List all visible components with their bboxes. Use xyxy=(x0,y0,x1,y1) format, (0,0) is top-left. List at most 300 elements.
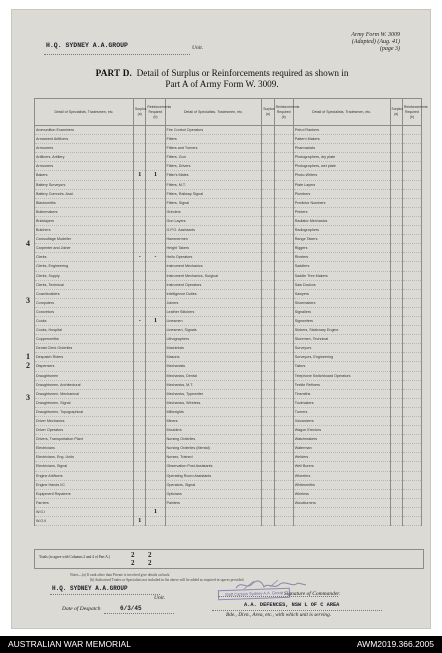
table-row xyxy=(35,453,422,462)
reinforcement-cell xyxy=(274,417,293,426)
specialist-name: Mechanists xyxy=(165,362,262,371)
surplus-cell xyxy=(262,335,274,344)
specialist-name: Miners xyxy=(165,417,262,426)
table-row xyxy=(35,153,422,162)
specialist-name: Operators, Signal xyxy=(165,480,262,489)
specialist-name xyxy=(293,507,390,516)
reinforcement-cell xyxy=(402,189,421,198)
margin-mark-cooks: 3 xyxy=(26,296,30,305)
specialist-name: Electricians, Eng. Units xyxy=(35,453,134,462)
table-row xyxy=(35,417,422,426)
unit-label: Unit. xyxy=(192,45,204,51)
form-reference xyxy=(351,32,400,53)
reinforcement-cell xyxy=(402,371,421,380)
reinforcement-cell xyxy=(402,162,421,171)
surplus-cell xyxy=(390,380,402,389)
reinforcement-cell xyxy=(146,280,165,289)
surplus-cell xyxy=(134,180,146,189)
specialist-name: Mechanics, Dental xyxy=(165,371,262,380)
reinforcement-cell xyxy=(402,271,421,280)
reinforcement-cell xyxy=(274,198,293,207)
surplus-cell xyxy=(390,135,402,144)
specialist-name: Range Takers xyxy=(293,235,390,244)
specialist-name: W.O.I xyxy=(35,507,134,516)
specialist-name: Blacksmiths xyxy=(35,198,134,207)
surplus-cell xyxy=(134,426,146,435)
specialist-name: Masons xyxy=(165,353,262,362)
reinforcement-cell xyxy=(402,489,421,498)
surplus-cell xyxy=(262,298,274,307)
specialist-name: Helio Operators xyxy=(165,253,262,262)
reinforcement-cell xyxy=(146,153,165,162)
specialist-name: Electricians, Signal xyxy=(35,462,134,471)
specialist-name: Whitesmiths xyxy=(293,480,390,489)
surplus-cell xyxy=(390,389,402,398)
surplus-cell xyxy=(134,417,146,426)
reinforcement-cell xyxy=(274,480,293,489)
col-header-reinforcements: Reinforcements Required (b) xyxy=(402,99,421,126)
table-row xyxy=(35,426,422,435)
surplus-cell xyxy=(390,480,402,489)
table-row xyxy=(35,280,422,289)
surplus-cell xyxy=(390,444,402,453)
footer-unit-name: H.Q. SYDNEY A.A.GROUP xyxy=(52,585,128,592)
totals-surplus-2: 2 xyxy=(131,559,135,567)
col-header-specialists: Detail of Specialists, Tradesmen, etc. xyxy=(35,99,134,126)
reinforcement-cell xyxy=(274,135,293,144)
reinforcement-cell xyxy=(274,462,293,471)
specialist-name: Linesmen, Signals xyxy=(165,326,262,335)
surplus-cell xyxy=(262,517,274,526)
margin-mark-draughtsmen-b: 2 xyxy=(26,361,30,370)
surplus-cell xyxy=(262,489,274,498)
reinforcement-cell xyxy=(274,517,293,526)
specialist-name: Driver Mechanics xyxy=(35,417,134,426)
reinforcement-cell xyxy=(274,207,293,216)
specialist-name: Carpenter and Joiner xyxy=(35,244,134,253)
reinforcement-cell xyxy=(146,135,165,144)
title-line-1: Detail of Surplus or Reinforcements required as shown in xyxy=(136,68,349,78)
reinforcement-cell xyxy=(274,271,293,280)
reinforcement-cell xyxy=(274,371,293,380)
surplus-cell xyxy=(262,426,274,435)
reinforcement-cell xyxy=(146,498,165,507)
reinforcement-cell xyxy=(274,326,293,335)
specialist-name: Saddle Tree Makers xyxy=(293,271,390,280)
reinforcement-cell xyxy=(402,289,421,298)
reinforcement-cell xyxy=(274,162,293,171)
specialist-name: Grinders xyxy=(165,207,262,216)
surplus-cell xyxy=(262,289,274,298)
specialist-name: Battery Comndrs. Asst. xyxy=(35,189,134,198)
reinforcement-cell xyxy=(146,335,165,344)
specialist-name: Cooks, Hospital xyxy=(35,326,134,335)
surplus-cell xyxy=(134,362,146,371)
surplus-cell xyxy=(390,435,402,444)
surplus-cell xyxy=(134,335,146,344)
specialist-name: Battery Surveyors xyxy=(35,180,134,189)
reinforcement-cell xyxy=(274,335,293,344)
surplus-cell xyxy=(262,216,274,225)
caption-right: AWM2019.366.2005 xyxy=(356,639,434,649)
form-ref-line-2: (Adapted) (Aug. 41) xyxy=(351,39,400,45)
specialist-name: Artificers, Artillery xyxy=(35,153,134,162)
table-row xyxy=(35,162,422,171)
specialist-name: Concretors xyxy=(35,307,134,316)
surplus-cell xyxy=(262,417,274,426)
specialist-name: Riveters xyxy=(293,253,390,262)
specialist-name: Instrument Mechanics, Surgical xyxy=(165,271,262,280)
reinforcement-cell xyxy=(402,298,421,307)
table-row xyxy=(35,444,422,453)
surplus-cell xyxy=(390,417,402,426)
surplus-cell xyxy=(134,280,146,289)
surplus-cell: - xyxy=(134,253,146,262)
surplus-cell xyxy=(262,471,274,480)
reinforcement-cell xyxy=(274,253,293,262)
specialist-name: Clerks, Technical xyxy=(35,280,134,289)
specialist-name: Opticians xyxy=(165,489,262,498)
specialist-name: Farriers xyxy=(35,498,134,507)
reinforcement-cell xyxy=(402,180,421,189)
reinforcement-cell xyxy=(146,462,165,471)
reinforcement-cell xyxy=(146,371,165,380)
table-row xyxy=(35,517,422,526)
reinforcement-cell xyxy=(402,426,421,435)
specialist-name: Dispensers xyxy=(35,362,134,371)
specialist-name: Intelligence Duties xyxy=(165,289,262,298)
specialist-name: Nursing Orderlies (Mental) xyxy=(165,444,262,453)
table-row xyxy=(35,271,422,280)
specialist-name: Armourers xyxy=(35,144,134,153)
table-row xyxy=(35,298,422,307)
reinforcement-cell xyxy=(146,517,165,526)
specialist-name: Pharmacists xyxy=(293,144,390,153)
surplus-cell xyxy=(134,498,146,507)
date-value: 6/3/45 xyxy=(120,605,142,612)
specialists-table xyxy=(34,98,428,526)
reinforcement-cell xyxy=(274,489,293,498)
specialist-name: Vulcanizers xyxy=(293,417,390,426)
surplus-cell xyxy=(134,289,146,298)
reinforcement-cell xyxy=(402,226,421,235)
surplus-cell xyxy=(262,144,274,153)
specialist-name: Cooks xyxy=(35,316,134,325)
reinforcement-cell xyxy=(402,517,421,526)
surplus-cell xyxy=(134,235,146,244)
specialist-name: Clerks, Supply xyxy=(35,271,134,280)
specialist-name: Plate Layers xyxy=(293,180,390,189)
form-paper xyxy=(12,10,430,628)
surplus-cell xyxy=(134,453,146,462)
surplus-cell xyxy=(262,189,274,198)
surplus-cell: - xyxy=(134,316,146,325)
surplus-cell xyxy=(390,207,402,216)
reinforcement-cell xyxy=(274,426,293,435)
reinforcement-cell: - xyxy=(146,253,165,262)
title-line-2: Part A of Army Form W. 3009. xyxy=(165,79,279,89)
specialist-name: Woodturners xyxy=(293,498,390,507)
reinforcement-cell xyxy=(274,380,293,389)
specialist-name: Stokers, Stationary Engine xyxy=(293,326,390,335)
specialist-name: Welders xyxy=(293,453,390,462)
part-label: PART D. xyxy=(95,68,133,78)
table-row xyxy=(35,216,422,225)
surplus-cell xyxy=(262,307,274,316)
specialist-name: Saw Doctors xyxy=(293,280,390,289)
table-row xyxy=(35,135,422,144)
reinforcement-cell xyxy=(402,244,421,253)
surplus-cell xyxy=(390,344,402,353)
surplus-cell xyxy=(390,171,402,180)
reinforcement-cell xyxy=(402,407,421,416)
reinforcement-cell xyxy=(402,307,421,316)
surplus-cell xyxy=(390,407,402,416)
surplus-cell xyxy=(262,507,274,516)
specialist-name: Machinists xyxy=(165,344,262,353)
reinforcement-cell xyxy=(146,489,165,498)
reinforcement-cell xyxy=(274,507,293,516)
reinforcement-cell xyxy=(146,180,165,189)
specialist-name: Nurses, Trained xyxy=(165,453,262,462)
specialist-name: Saddlers xyxy=(293,262,390,271)
reinforcement-cell xyxy=(146,344,165,353)
surplus-cell xyxy=(390,507,402,516)
reinforcement-cell xyxy=(402,471,421,480)
surplus-cell xyxy=(390,271,402,280)
table-row xyxy=(35,171,422,180)
surplus-cell xyxy=(262,380,274,389)
staff-captain-stamp: Staff Captain Sydney A.A. Group xyxy=(218,588,290,601)
reinforcement-cell xyxy=(146,126,165,135)
surplus-cell xyxy=(134,135,146,144)
table-row xyxy=(35,353,422,362)
caption-left: AUSTRALIAN WAR MEMORIAL xyxy=(8,639,131,649)
surplus-cell xyxy=(134,198,146,207)
reinforcement-cell xyxy=(274,262,293,271)
reinforcement-cell xyxy=(274,398,293,407)
surplus-cell xyxy=(134,353,146,362)
surplus-cell xyxy=(390,307,402,316)
specialist-name: Equipment Repairers xyxy=(35,489,134,498)
surplus-cell xyxy=(262,480,274,489)
surplus-cell xyxy=(134,489,146,498)
form-title xyxy=(52,68,392,90)
specialist-name: Draughtsmen, Topographical xyxy=(35,407,134,416)
surplus-cell xyxy=(134,389,146,398)
specialist-name: Fitter's Mates xyxy=(165,171,262,180)
reinforcement-cell xyxy=(274,244,293,253)
table-row xyxy=(35,435,422,444)
specialist-name: Fitters, Drivers xyxy=(165,162,262,171)
specialist-name: Clerks, Engineering xyxy=(35,262,134,271)
reinforcement-cell xyxy=(402,507,421,516)
table-body xyxy=(35,126,422,526)
reinforcement-cell xyxy=(274,280,293,289)
specialist-name: Wheelers xyxy=(293,471,390,480)
reinforcement-cell xyxy=(402,171,421,180)
col-header-reinforcements: Reinforcements Required (b) xyxy=(274,99,293,126)
surplus-cell xyxy=(262,498,274,507)
totals-reinforcements: 2 xyxy=(148,551,152,559)
table-row xyxy=(35,126,422,135)
reinforcement-cell xyxy=(274,444,293,453)
reinforcement-cell xyxy=(402,380,421,389)
table-row xyxy=(35,144,422,153)
form-ref-line-3: (page 3) xyxy=(379,46,400,52)
surplus-cell xyxy=(262,371,274,380)
totals-label: Totals (to agree with Columns 2 and 4 of Part A.) xyxy=(39,555,110,559)
surplus-cell xyxy=(390,162,402,171)
specialist-name: Armourers xyxy=(35,162,134,171)
specialist-name: Mechanics, M.T. xyxy=(165,380,262,389)
table-header-row xyxy=(35,99,422,126)
surplus-cell xyxy=(134,371,146,380)
reinforcement-cell xyxy=(402,417,421,426)
specialist-name: Telephone Switchboard Operators xyxy=(293,371,390,380)
specialist-name xyxy=(165,507,262,516)
specialist-name: Instrument Mechanics xyxy=(165,262,262,271)
specialist-name: Electricians xyxy=(35,444,134,453)
specialist-name: Tailors xyxy=(293,362,390,371)
specialist-name: Camouflage Modeller xyxy=(35,235,134,244)
reinforcement-cell xyxy=(274,189,293,198)
reinforcement-cell xyxy=(402,326,421,335)
footer-unit-underline xyxy=(50,594,160,595)
reinforcement-cell xyxy=(146,162,165,171)
surplus-cell xyxy=(390,398,402,407)
reinforcement-cell xyxy=(402,316,421,325)
table-row xyxy=(35,462,422,471)
reinforcement-cell xyxy=(146,480,165,489)
specialist-name: Millwrights xyxy=(165,407,262,416)
table-row xyxy=(35,289,422,298)
reinforcement-cell xyxy=(274,307,293,316)
specialist-name: Surveyors, Engineering xyxy=(293,353,390,362)
surplus-cell xyxy=(262,244,274,253)
surplus-cell xyxy=(262,344,274,353)
reinforcement-cell xyxy=(402,498,421,507)
surplus-cell xyxy=(134,380,146,389)
specialist-name: Gun Layers xyxy=(165,216,262,225)
specialist-name: Joiners xyxy=(165,298,262,307)
specialist-name: Surveyors xyxy=(293,344,390,353)
surplus-cell xyxy=(390,362,402,371)
reinforcement-cell xyxy=(274,389,293,398)
specialist-name: Coppersmiths xyxy=(35,335,134,344)
reinforcement-cell xyxy=(146,298,165,307)
reinforcement-cell xyxy=(146,226,165,235)
surplus-cell xyxy=(390,298,402,307)
table-row xyxy=(35,180,422,189)
date-label: Date of Despatch xyxy=(62,606,101,612)
surplus-cell xyxy=(134,216,146,225)
reinforcement-cell xyxy=(146,444,165,453)
specialist-name: Petrol Rankers xyxy=(293,126,390,135)
reinforcement-cell xyxy=(146,271,165,280)
surplus-cell xyxy=(262,226,274,235)
footer-unit-label: Unit. xyxy=(154,595,166,601)
surplus-cell xyxy=(390,326,402,335)
reinforcement-cell xyxy=(274,216,293,225)
specialist-name: Painters xyxy=(165,498,262,507)
specialist-name: Fitters, Gun xyxy=(165,153,262,162)
surplus-cell xyxy=(390,253,402,262)
surplus-cell xyxy=(390,453,402,462)
specialist-name: Wireless xyxy=(293,489,390,498)
surplus-cell xyxy=(390,280,402,289)
reinforcement-cell xyxy=(402,462,421,471)
surplus-cell xyxy=(134,244,146,253)
surplus-cell xyxy=(134,153,146,162)
col-header-reinforcements: Reinforcements Required (b) xyxy=(146,99,165,126)
specialist-name: Well Borers xyxy=(293,462,390,471)
specialist-name: Printers xyxy=(293,207,390,216)
surplus-cell xyxy=(390,153,402,162)
reinforcement-cell xyxy=(146,144,165,153)
reinforcement-cell xyxy=(146,426,165,435)
totals-surplus: 2 xyxy=(131,551,135,559)
surplus-cell xyxy=(390,471,402,480)
specialist-name: Bakers xyxy=(35,171,134,180)
specialist-name: Waterman xyxy=(293,444,390,453)
specialist-name: Leather Stitchers xyxy=(165,307,262,316)
reinforcement-cell xyxy=(274,407,293,416)
reinforcement-cell xyxy=(274,453,293,462)
reinforcement-cell xyxy=(402,280,421,289)
reinforcement-cell xyxy=(146,362,165,371)
specialist-name: Despatch Riders xyxy=(35,353,134,362)
surplus-cell xyxy=(390,144,402,153)
specialist-name: W.O.II xyxy=(35,517,134,526)
surplus-cell xyxy=(390,235,402,244)
reinforcement-cell xyxy=(146,326,165,335)
table-row xyxy=(35,398,422,407)
specialist-name: Fitters, Railway Signal xyxy=(165,189,262,198)
reinforcement-cell xyxy=(146,235,165,244)
note-b: (b) Authorised Trades or Specialists not included in list above will be added as required in spaces provided. xyxy=(90,578,245,582)
surplus-cell xyxy=(134,262,146,271)
specialist-name: Boilermakers xyxy=(35,207,134,216)
note-a: Notes—(a) If rank other than Private is involved give details on back. xyxy=(70,573,171,577)
surplus-cell xyxy=(134,471,146,480)
surplus-cell xyxy=(262,444,274,453)
reinforcement-cell xyxy=(146,289,165,298)
reinforcement-cell: 1 xyxy=(146,171,165,180)
table-row xyxy=(35,244,422,253)
specialist-name: Plumbers xyxy=(293,189,390,198)
reinforcement-cell xyxy=(146,407,165,416)
surplus-cell xyxy=(262,171,274,180)
surplus-cell xyxy=(390,371,402,380)
specialist-name: Driver Operators xyxy=(35,426,134,435)
surplus-cell xyxy=(390,462,402,471)
table-row xyxy=(35,189,422,198)
surplus-cell xyxy=(134,398,146,407)
surplus-cell xyxy=(262,316,274,325)
table-row xyxy=(35,235,422,244)
margin-mark-draughtsmen-a: 1 xyxy=(26,352,30,361)
surplus-cell xyxy=(134,126,146,135)
surplus-cell xyxy=(390,216,402,225)
table-row xyxy=(35,207,422,216)
surplus-cell xyxy=(262,153,274,162)
reinforcement-cell xyxy=(402,444,421,453)
specialist-name: Photographers, dry plate xyxy=(293,153,390,162)
unit-underline xyxy=(44,54,190,55)
totals-reinforcements-2: 2 xyxy=(148,559,152,567)
surplus-cell xyxy=(134,307,146,316)
